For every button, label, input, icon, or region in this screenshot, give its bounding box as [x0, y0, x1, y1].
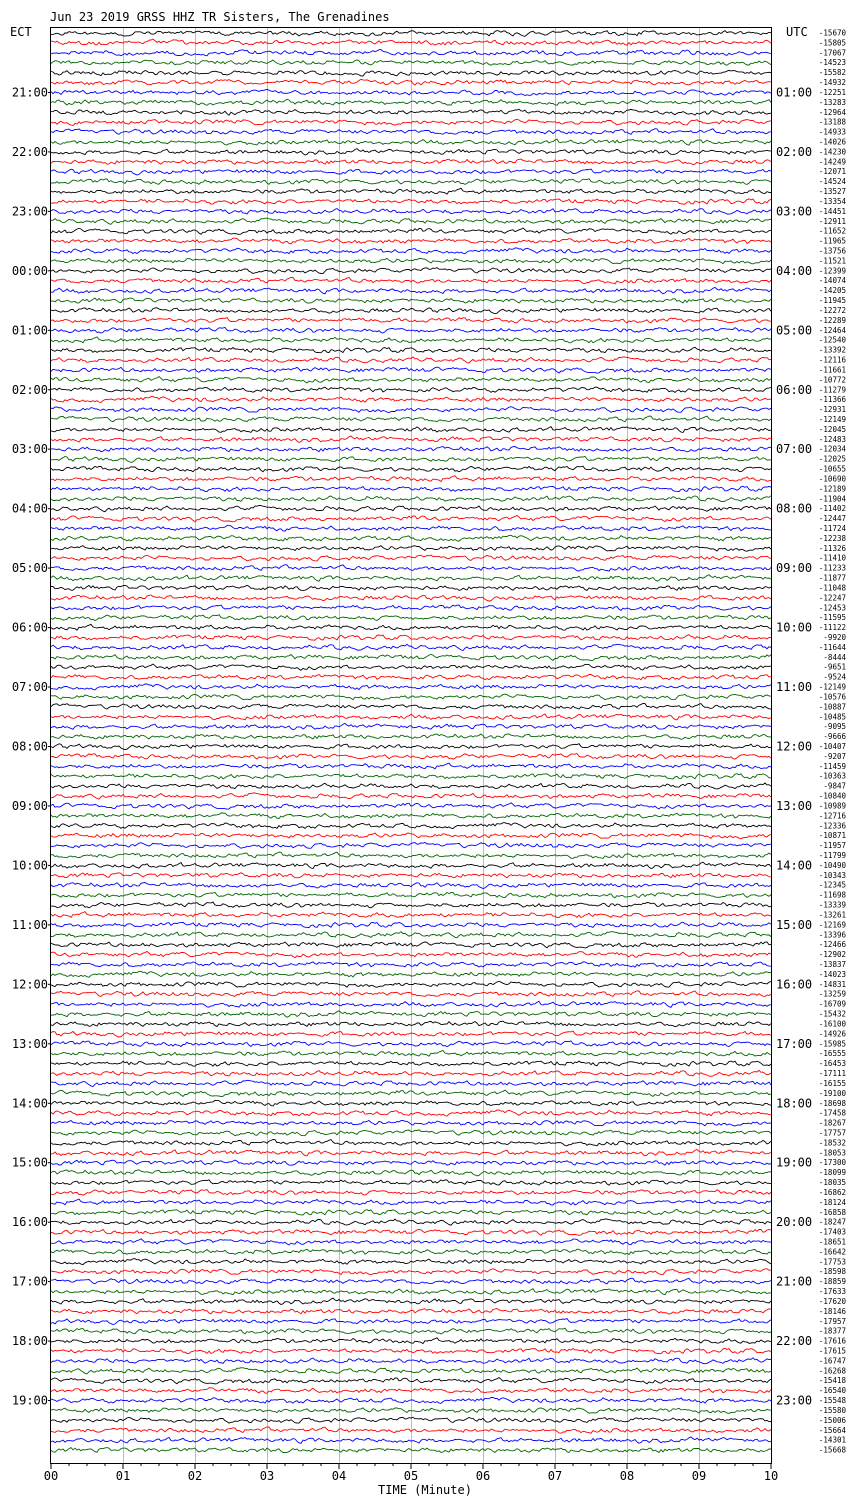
trace-offset-label: -12716 — [818, 811, 846, 821]
right-hour-label: 18:00 — [776, 1096, 813, 1111]
trace-offset-label: -10363 — [818, 771, 846, 781]
left-hour-label: 16:00 — [11, 1215, 48, 1230]
trace-offset-label: -13261 — [818, 910, 846, 920]
trace-offset-label: -11402 — [818, 504, 846, 514]
x-tick-label: 02 — [187, 1469, 203, 1483]
left-hour-label: 03:00 — [11, 442, 48, 457]
trace-offset-label: -16862 — [818, 1187, 846, 1197]
trace-offset-label: -15006 — [818, 1415, 846, 1425]
x-tick-label: 04 — [331, 1469, 347, 1483]
trace-offset-label: -10485 — [818, 712, 846, 722]
left-hour-label: 02:00 — [11, 382, 48, 397]
left-hour-label: 19:00 — [11, 1393, 48, 1408]
trace-offset-label: -8444 — [823, 652, 846, 662]
trace-offset-label: -9651 — [823, 662, 846, 672]
trace-offset-label: -10407 — [818, 742, 846, 751]
trace-offset-label: -14249 — [818, 157, 846, 167]
trace-offset-label: -12902 — [818, 950, 846, 960]
right-hour-label: 02:00 — [776, 144, 813, 159]
right-hour-label: 11:00 — [776, 680, 813, 694]
trace-offset-label: -12540 — [818, 335, 846, 345]
trace-offset-label: -10690 — [818, 474, 846, 484]
trace-offset-label: -16747 — [818, 1356, 846, 1366]
trace-offset-label: -17067 — [818, 48, 846, 58]
trace-offset-label: -13396 — [818, 930, 846, 940]
trace-offset-label: -13392 — [818, 345, 846, 355]
trace-offset-label: -13527 — [818, 187, 846, 197]
trace-offset-label: -11965 — [818, 236, 846, 246]
left-hour-label: 12:00 — [11, 977, 48, 992]
trace-offset-label: -12189 — [818, 484, 846, 494]
trace-offset-label: -19100 — [818, 1088, 846, 1098]
right-hour-label: 10:00 — [776, 620, 813, 635]
trace-offset-label: -18532 — [818, 1138, 846, 1148]
left-hour-label: 04:00 — [11, 501, 48, 516]
left-hour-label: 07:00 — [11, 680, 48, 694]
trace-offset-label: -15670 — [818, 28, 846, 38]
right-hour-label: 07:00 — [776, 442, 813, 457]
trace-offset-label: -14451 — [818, 206, 846, 216]
trace-offset-label: -10343 — [818, 870, 846, 880]
trace-offset-label: -16155 — [818, 1078, 846, 1088]
left-hour-label: 18:00 — [11, 1334, 48, 1349]
left-hour-label: 06:00 — [11, 620, 48, 635]
trace-offset-label: -9666 — [823, 732, 846, 742]
trace-offset-label: -11724 — [818, 524, 846, 533]
trace-offset-label: -10772 — [818, 375, 846, 385]
trace-offset-label: -11595 — [818, 613, 846, 623]
trace-offset-label: -11661 — [818, 365, 846, 375]
left-hour-label: 00:00 — [11, 263, 48, 278]
trace-offset-label: -14301 — [818, 1435, 846, 1445]
right-hour-label: 04:00 — [776, 263, 813, 278]
trace-offset-label: -17757 — [818, 1128, 846, 1138]
trace-offset-label: -11652 — [818, 226, 846, 236]
trace-offset-label: -11945 — [818, 296, 846, 306]
trace-offset-label: -11326 — [818, 543, 846, 553]
trace-offset-label: -9095 — [823, 722, 846, 732]
trace-offset-label: -18099 — [818, 1168, 846, 1178]
trace-offset-label: -12247 — [818, 593, 846, 603]
chart-title: Jun 23 2019 GRSS HHZ TR Sisters, The Grenadines — [50, 10, 390, 24]
trace-offset-label: -12071 — [818, 167, 846, 177]
trace-offset-label: -9207 — [823, 751, 846, 761]
trace-offset-label: -11279 — [818, 385, 846, 395]
trace-offset-label: -12399 — [818, 266, 846, 276]
right-hour-label: 17:00 — [776, 1036, 813, 1051]
trace-offset-label: -12149 — [818, 415, 846, 424]
trace-offset-label: -11698 — [818, 890, 846, 900]
trace-offset-label: -13259 — [818, 989, 846, 999]
trace-offset-label: -11957 — [818, 841, 846, 851]
trace-offset-label: -10490 — [818, 860, 846, 870]
trace-offset-label: -18859 — [818, 1277, 846, 1287]
trace-offset-label: -10887 — [818, 702, 846, 712]
trace-offset-label: -13756 — [818, 246, 846, 256]
trace-offset-label: -12025 — [818, 454, 846, 464]
trace-offset-label: -18267 — [818, 1118, 846, 1128]
trace-offset-label: -12289 — [818, 315, 846, 325]
trace-offset-label: -17458 — [818, 1108, 846, 1118]
trace-offset-label: -11366 — [818, 395, 846, 405]
right-hour-label: 20:00 — [776, 1215, 813, 1230]
trace-offset-label: -12169 — [818, 920, 846, 930]
trace-offset-label: -17633 — [818, 1287, 846, 1296]
trace-offset-label: -18377 — [818, 1326, 846, 1336]
trace-offset-label: -12045 — [818, 424, 846, 434]
trace-offset-label: -18698 — [818, 1098, 846, 1108]
left-hour-label: 23:00 — [11, 204, 48, 219]
trace-offset-label: -12251 — [818, 88, 846, 97]
right-hour-label: 15:00 — [776, 917, 813, 932]
trace-offset-label: -10989 — [818, 801, 846, 811]
right-hour-label: 14:00 — [776, 858, 813, 873]
x-tick-label: 08 — [619, 1469, 635, 1483]
trace-offset-label: -18146 — [818, 1306, 846, 1316]
right-hour-label: 05:00 — [776, 323, 813, 338]
trace-offset-label: -12345 — [818, 880, 846, 890]
trace-offset-label: -11644 — [818, 642, 846, 652]
right-hour-label: 23:00 — [776, 1393, 813, 1408]
right-hour-label: 21:00 — [776, 1274, 813, 1289]
trace-offset-label: -10840 — [818, 791, 846, 801]
trace-offset-label: -14026 — [818, 137, 846, 147]
trace-offset-label: -18247 — [818, 1217, 846, 1227]
left-hour-label: 11:00 — [11, 917, 48, 932]
trace-offset-label: -17957 — [818, 1316, 846, 1326]
left-hour-label: 05:00 — [11, 561, 48, 576]
trace-offset-label: -16642 — [818, 1247, 846, 1257]
trace-offset-label: -13354 — [818, 197, 846, 206]
trace-offset-label: -16540 — [818, 1386, 846, 1396]
trace-offset-label: -12964 — [818, 107, 846, 117]
trace-offset-label: -17300 — [818, 1158, 846, 1168]
left-hour-label: 17:00 — [11, 1274, 48, 1289]
trace-offset-label: -14230 — [818, 147, 846, 157]
trace-offset-label: -12336 — [818, 821, 846, 831]
trace-offset-label: -14074 — [818, 276, 846, 286]
trace-offset-label: -16100 — [818, 1019, 846, 1029]
trace-offset-label: -14926 — [818, 1029, 846, 1039]
x-tick-label: 10 — [763, 1469, 779, 1483]
trace-offset-label: -14831 — [818, 979, 846, 989]
trace-offset-label: -10655 — [818, 464, 846, 474]
trace-offset-label: -15582 — [818, 68, 846, 78]
trace-offset-label: -13837 — [818, 960, 846, 969]
trace-offset-label: -18651 — [818, 1237, 846, 1247]
trace-offset-label: -11799 — [818, 851, 846, 860]
trace-offset-label: -18124 — [818, 1197, 846, 1207]
trace-offset-label: -14523 — [818, 58, 846, 68]
trace-offset-label: -14932 — [818, 78, 846, 87]
trace-offset-label: -18053 — [818, 1148, 846, 1158]
trace-offset-label: -10576 — [818, 692, 846, 702]
trace-offset-label: -11233 — [818, 563, 846, 573]
left-hour-label: 10:00 — [11, 858, 48, 873]
trace-offset-label: -15805 — [818, 38, 846, 48]
trace-offset-label: -15664 — [818, 1425, 846, 1435]
trace-offset-label: -13339 — [818, 900, 846, 910]
left-hour-label: 22:00 — [11, 144, 48, 159]
trace-offset-label: -15548 — [818, 1396, 846, 1405]
trace-offset-label: -12466 — [818, 940, 846, 950]
trace-offset-label: -12034 — [818, 444, 846, 454]
left-hour-label: 14:00 — [11, 1096, 48, 1111]
trace-offset-label: -9847 — [823, 781, 846, 791]
x-tick-label: 09 — [691, 1469, 707, 1483]
trace-offset-label: -12116 — [818, 355, 846, 365]
trace-offset-label: -14524 — [818, 177, 846, 187]
trace-offset-label: -11904 — [818, 494, 846, 504]
trace-offset-label: -12149 — [818, 682, 846, 692]
trace-offset-label: -12238 — [818, 533, 846, 543]
trace-offset-label: -9920 — [823, 633, 846, 642]
trace-offset-label: -13283 — [818, 97, 846, 107]
right-hour-label: 09:00 — [776, 561, 813, 576]
x-tick-label: 03 — [259, 1469, 275, 1483]
trace-offset-label: -16709 — [818, 999, 846, 1009]
trace-offset-label: -11122 — [818, 623, 846, 633]
right-hour-label: 06:00 — [776, 382, 813, 397]
trace-offset-label: -12272 — [818, 306, 846, 315]
x-tick-label: 00 — [43, 1469, 59, 1483]
trace-offset-label: -15580 — [818, 1406, 846, 1415]
right-hour-label: 22:00 — [776, 1334, 813, 1349]
left-hour-label: 08:00 — [11, 739, 48, 754]
trace-offset-label: -15432 — [818, 1009, 846, 1019]
trace-offset-label: -11521 — [818, 256, 846, 266]
left-hour-label: 15:00 — [11, 1155, 48, 1170]
trace-offset-label: -15985 — [818, 1039, 846, 1049]
right-hour-label: 19:00 — [776, 1155, 813, 1170]
x-axis-label: TIME (Minute) — [378, 1483, 472, 1497]
right-hour-label: 01:00 — [776, 85, 813, 100]
trace-offset-label: -16555 — [818, 1049, 846, 1059]
x-tick-label: 05 — [403, 1469, 419, 1483]
trace-offset-label: -17403 — [818, 1227, 846, 1237]
trace-offset-label: -12483 — [818, 434, 846, 444]
left-hour-label: 13:00 — [11, 1036, 48, 1051]
trace-offset-label: -9524 — [823, 672, 846, 682]
offset-label-group — [819, 29, 847, 1455]
left-hour-label: 09:00 — [11, 799, 48, 813]
trace-offset-label: -17620 — [818, 1296, 846, 1306]
right-hour-label: 16:00 — [776, 977, 813, 992]
trace-offset-label: -12911 — [818, 216, 846, 226]
x-tick-label: 06 — [475, 1469, 491, 1483]
trace-offset-label: -14205 — [818, 286, 846, 296]
trace-offset-label: -18035 — [818, 1178, 846, 1187]
trace-offset-label: -11410 — [818, 553, 846, 563]
x-tick-label: 07 — [547, 1469, 563, 1483]
trace-offset-label: -16268 — [818, 1366, 846, 1376]
left-timezone-label: ECT — [10, 25, 32, 39]
left-hour-label: 21:00 — [11, 85, 48, 100]
right-hour-label: 08:00 — [776, 501, 813, 516]
right-timezone-label: UTC — [786, 25, 808, 39]
right-hour-label: 03:00 — [776, 204, 813, 219]
trace-offset-label: -12464 — [818, 325, 846, 335]
trace-offset-label: -13188 — [818, 117, 846, 127]
trace-offset-label: -12931 — [818, 405, 846, 415]
trace-offset-label: -17616 — [818, 1336, 846, 1346]
trace-offset-label: -11877 — [818, 573, 846, 583]
trace-offset-label: -17753 — [818, 1257, 846, 1267]
trace-offset-label: -14933 — [818, 127, 846, 137]
trace-offset-label: -12453 — [818, 603, 846, 613]
trace-offset-label: -18598 — [818, 1267, 846, 1277]
right-hour-label: 12:00 — [776, 739, 813, 754]
trace-offset-label: -15418 — [818, 1376, 846, 1386]
x-tick-label: 01 — [115, 1469, 131, 1483]
trace-offset-label: -17111 — [818, 1069, 846, 1078]
right-hour-label: 13:00 — [776, 799, 813, 813]
trace-offset-label: -11459 — [818, 761, 846, 771]
trace-offset-label: -12447 — [818, 514, 846, 524]
trace-offset-label: -14023 — [818, 969, 846, 979]
trace-offset-label: -17615 — [818, 1346, 846, 1356]
trace-offset-label: -10871 — [818, 831, 846, 841]
trace-offset-label: -15668 — [818, 1445, 846, 1455]
trace-offset-label: -16858 — [818, 1207, 846, 1217]
trace-offset-label: -16453 — [818, 1059, 846, 1069]
left-hour-label: 01:00 — [11, 323, 48, 338]
trace-offset-label: -11048 — [818, 583, 846, 593]
